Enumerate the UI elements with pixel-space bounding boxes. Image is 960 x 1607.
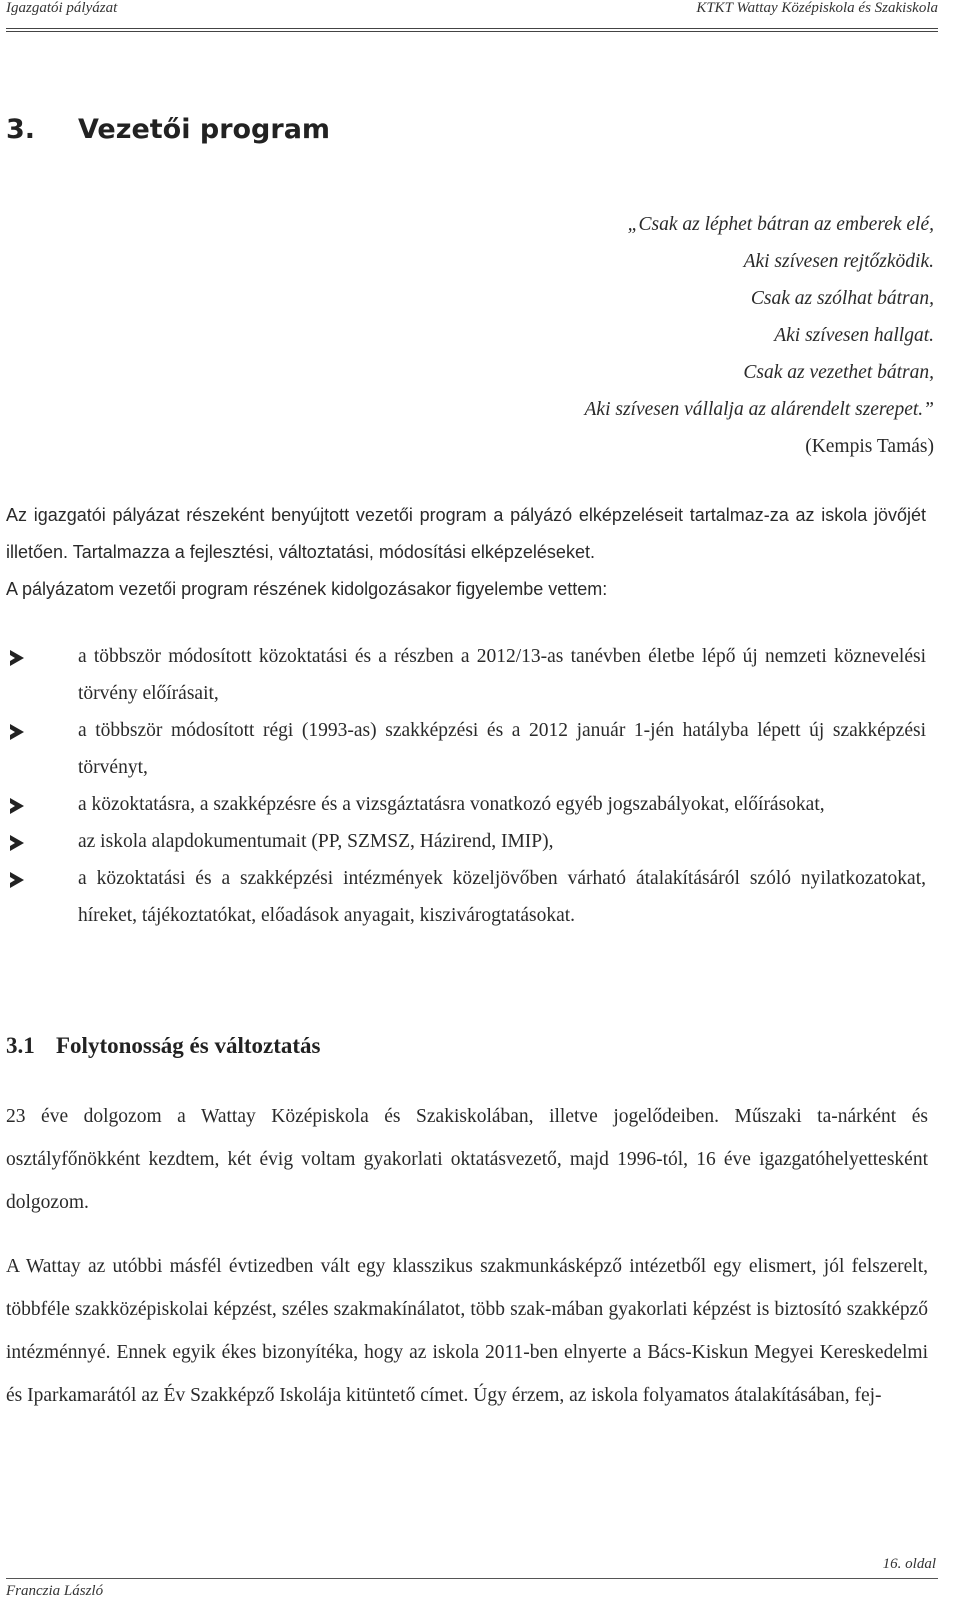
subsection-title: Folytonosság és változtatás xyxy=(56,1033,321,1058)
quote-line: Csak az vezethet bátran, xyxy=(743,362,934,383)
list-item: a többször módosított régi (1993-as) szakképzési és a 2012 január 1-jén hatályba lépett új szakképzési törvényt, xyxy=(6,712,926,786)
list-item: a közoktatási és a szakképzési intézmények közeljövőben várható átalakításáról szóló nyilatkozatokat, híreket, tájékoztatókat, előadások anyagait, kiszivárogtatásokat. xyxy=(6,860,926,934)
page-number: 16. oldal xyxy=(882,1556,936,1572)
subsection-heading xyxy=(6,1033,320,1059)
quote-line: Csak az szólhat bátran, xyxy=(750,288,934,309)
header-right-title: KTKT Wattay Középiskola és Szakiskola xyxy=(696,0,938,16)
quote-line: „Csak az léphet bátran az emberek elé, xyxy=(627,214,934,235)
intro-paragraph: A pályázatom vezetői program részének kidolgozásakor figyelembe vettem: xyxy=(6,579,608,599)
considerations-list xyxy=(6,638,926,934)
quote-line: Aki szívesen vállalja az alárendelt szerepet.” xyxy=(584,399,934,420)
arrow-bullet-icon xyxy=(10,872,24,888)
arrow-bullet-icon xyxy=(10,724,24,740)
arrow-bullet-icon xyxy=(10,650,24,666)
section-title: Vezetői program xyxy=(78,114,331,145)
quote-author: (Kempis Tamás) xyxy=(805,436,934,457)
page-header xyxy=(6,0,938,32)
footer-author: Franczia László xyxy=(6,1583,104,1599)
quote-line: Aki szívesen rejtőzködik. xyxy=(743,251,934,272)
subsection-number: 3.1 xyxy=(6,1033,35,1058)
footer-divider xyxy=(6,1578,938,1579)
intro-text xyxy=(6,497,926,608)
list-item: a közoktatásra, a szakképzésre és a vizsgáztatásra vonatkozó egyéb jogszabályokat, előírásokat, xyxy=(6,786,926,823)
list-item: az iskola alapdokumentumait (PP, SZMSZ, Házirend, IMIP), xyxy=(6,823,926,860)
header-left-title: Igazgatói pályázat xyxy=(6,0,118,16)
intro-paragraph: Az igazgatói pályázat részeként benyújtott vezetői program a pályázó elképzeléseit tartalmaz-za az iskola jövőjét illetően. Tartalmazza a fejlesztési, változtatási, módosítási elképzeléseket. xyxy=(6,505,926,562)
arrow-bullet-icon xyxy=(10,835,24,851)
body-paragraph: A Wattay az utóbbi másfél évtizedben vált egy klasszikus szakmunkásképző intézetből egy elismert, jól felszerelt, többféle szakközépiskolai képzést, széles szakmakínálatot, több szak-mában gyakorlati képzést is biztosító szakképző intézménnyé. Ennek egyik ékes bizonyítéka, hogy az iskola 2011-ben elnyerte a Bács-Kiskun Megyei Kereskedelmi és Iparkamarától az Év Szakképző Iskolája kitüntető címet. Úgy érzem, az iskola folyamatos átalakításában, fej- xyxy=(6,1256,928,1406)
body-paragraph: 23 éve dolgozom a Wattay Középiskola és Szakiskolában, illetve jogelődeiben. Műszaki ta-nárként és osztályfőnökként kezdtem, két évig voltam gyakorlati oktatásvezető, majd 1996-tól, 16 éve igazgatóhelyettesként dolgozom. xyxy=(6,1106,928,1213)
motto-quote xyxy=(585,206,935,465)
quote-line: Aki szívesen hallgat. xyxy=(774,325,934,346)
section-number: 3. xyxy=(6,114,36,145)
list-item: a többször módosított közoktatási és a részben a 2012/13-as tanévben életbe lépő új nemzeti köznevelési törvény előírásait, xyxy=(6,638,926,712)
section-heading xyxy=(6,114,330,145)
arrow-bullet-icon xyxy=(10,798,24,814)
